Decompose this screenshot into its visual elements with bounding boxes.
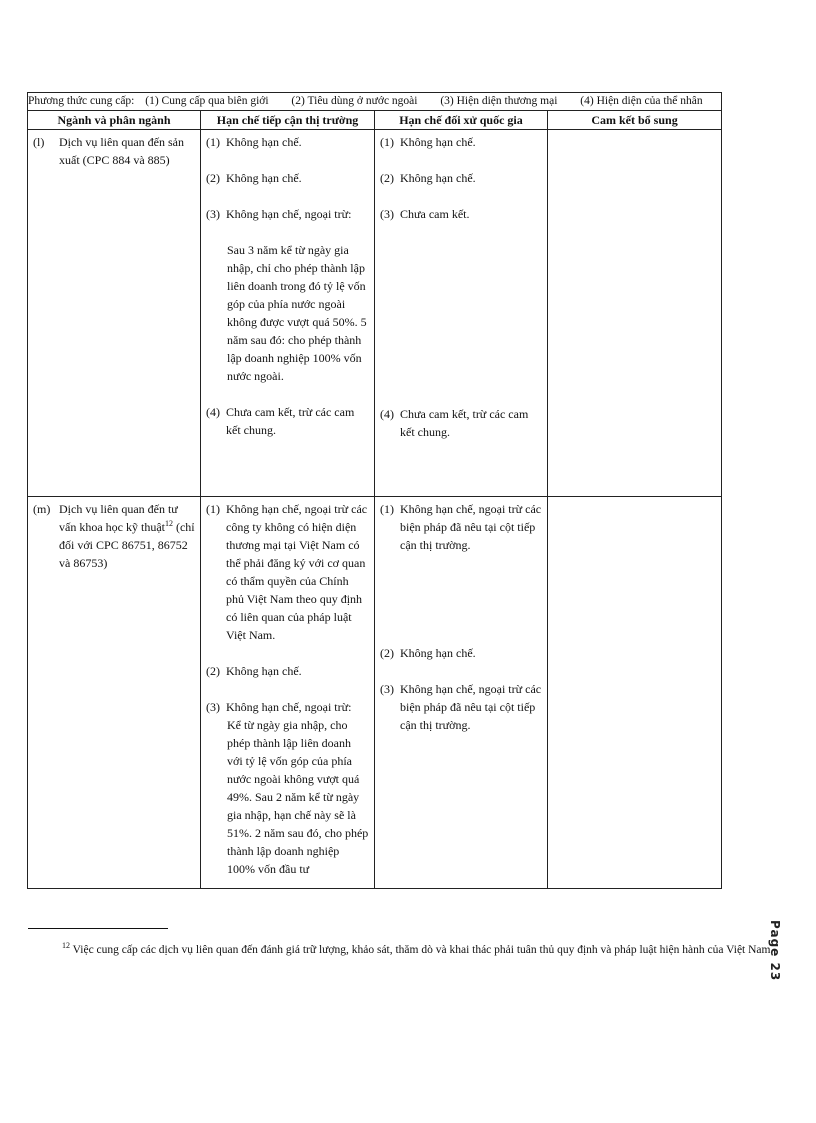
- item-number: (2): [206, 171, 220, 186]
- header-sector: Ngành và phân ngành: [28, 111, 201, 130]
- item-number: (4): [206, 405, 220, 420]
- sector-number: (m): [33, 502, 51, 517]
- item-text: Chưa cam kết, trừ các cam kết chung.: [226, 405, 355, 438]
- market-access-cell: [201, 130, 375, 497]
- list-item: [206, 698, 369, 716]
- exception-text: Kể từ ngày gia nhập, cho phép thành lập liên doanh với tỷ lệ vốn góp của phía nước ngoài không vượt quá 49%. Sau 2 năm kể từ ngày gia nhập, hạn chế này sẽ là 51%. 2 năm sau đó, cho phép thành lập doanh nghiệp 100% vốn đầu tư: [227, 718, 369, 877]
- item-number: (3): [380, 682, 394, 697]
- item-text: Không hạn chế, ngoại trừ các biện pháp đã nêu tại cột tiếp cận thị trường.: [400, 682, 542, 733]
- list-item: [380, 644, 542, 662]
- list-item: [206, 662, 369, 680]
- supply-modes-cell: [28, 93, 722, 111]
- item-number: (2): [380, 171, 394, 186]
- mode-2: (2) Tiêu dùng ở nước ngoài: [291, 95, 418, 107]
- item-number: (3): [206, 700, 220, 715]
- item-number: (1): [380, 135, 394, 150]
- list-item: [206, 500, 369, 644]
- list-item: [380, 500, 542, 554]
- additional-commitments-cell: [548, 497, 722, 889]
- sector-number: (l): [33, 135, 45, 150]
- additional-commitments-cell: [548, 130, 722, 497]
- sector-cell: [28, 497, 201, 889]
- mode-4: (4) Hiện diện của thể nhân: [580, 95, 703, 107]
- item-text: Không hạn chế.: [226, 171, 302, 186]
- item-number: (4): [380, 407, 394, 422]
- list-item: [380, 205, 542, 223]
- item-text: Không hạn chế.: [226, 135, 302, 150]
- sector-cell: [28, 130, 201, 497]
- sector-text-cpc: (chỉ đối với CPC 86751, 86752 và 86753): [59, 520, 195, 571]
- table-row: [28, 497, 722, 889]
- item-number: (3): [206, 207, 220, 222]
- list-item: [380, 133, 542, 151]
- header-national-treatment: Hạn chế đối xử quốc gia: [375, 111, 548, 130]
- item-text: Chưa cam kết, trừ các cam kết chung.: [400, 407, 529, 440]
- mode-1: (1) Cung cấp qua biên giới: [145, 95, 269, 107]
- sector-text: [59, 500, 195, 572]
- item-number: (2): [380, 646, 394, 661]
- exception-text: Sau 3 năm kể từ ngày gia nhập, chỉ cho phép thành lập liên doanh trong đó tỷ lệ vốn góp của phía nước ngoài không được vượt quá 50%. 5 năm sau đó: cho phép thành lập doanh nghiệp 100% vốn nước ngoài.: [227, 243, 367, 384]
- item-number: (2): [206, 664, 220, 679]
- item-text: Không hạn chế, ngoại trừ:: [226, 207, 352, 222]
- item-text: Không hạn chế.: [400, 646, 476, 661]
- footnote-number: 12: [62, 941, 70, 951]
- item-text: Không hạn chế, ngoại trừ các công ty không có hiện diện thương mại tại Việt Nam có thể phải đăng ký với cơ quan có thẩm quyền của Chính phủ Việt Nam theo quy định có liên quan của pháp luật Việt Nam.: [226, 502, 368, 643]
- mode-3: (3) Hiện diện thương mại: [440, 95, 558, 107]
- list-item: [206, 169, 369, 187]
- item-number: (1): [206, 135, 220, 150]
- item-number: (1): [206, 502, 220, 517]
- table-row: [28, 130, 722, 497]
- list-item: [206, 133, 369, 151]
- footnote-ref: 12: [164, 519, 173, 529]
- item-text: Không hạn chế, ngoại trừ:: [226, 700, 352, 715]
- item-number: (3): [380, 207, 394, 222]
- page-number: Page 23: [768, 920, 782, 982]
- list-item: [206, 205, 369, 223]
- list-item: [380, 405, 542, 441]
- header-market-access: Hạn chế tiếp cận thị trường: [201, 111, 375, 130]
- footnote-divider: [28, 928, 168, 929]
- list-item: [380, 169, 542, 187]
- supply-modes-label: Phương thức cung cấp:: [28, 95, 135, 107]
- national-treatment-cell: [375, 130, 548, 497]
- item-text: Không hạn chế.: [400, 135, 476, 150]
- item-text: Không hạn chế.: [400, 171, 476, 186]
- item-text: Không hạn chế.: [226, 664, 302, 679]
- list-item: [380, 680, 542, 734]
- item-number: (1): [380, 502, 394, 517]
- market-access-cell: [201, 497, 375, 889]
- list-item: [206, 403, 369, 439]
- header-row: [28, 111, 722, 130]
- commitment-schedule-table: [27, 92, 722, 889]
- footnote-text: Việc cung cấp các dịch vụ liên quan đến đánh giá trữ lượng, khảo sát, thăm dò và khai thác phải tuân thủ quy định và pháp luật hiện hành của Việt Nam.: [70, 944, 774, 956]
- header-additional-commitments: Cam kết bổ sung: [548, 111, 722, 130]
- footnote: [62, 941, 774, 956]
- sector-text-main: Dịch vụ liên quan đến tư vấn khoa học kỹ thuật: [59, 502, 178, 535]
- item-text: Không hạn chế, ngoại trừ các biện pháp đã nêu tại cột tiếp cận thị trường.: [400, 502, 542, 553]
- national-treatment-cell: [375, 497, 548, 889]
- item-text: Chưa cam kết.: [400, 207, 470, 222]
- supply-modes-row: [28, 93, 722, 111]
- sector-text: Dịch vụ liên quan đến sản xuất (CPC 884 và 885): [59, 135, 184, 168]
